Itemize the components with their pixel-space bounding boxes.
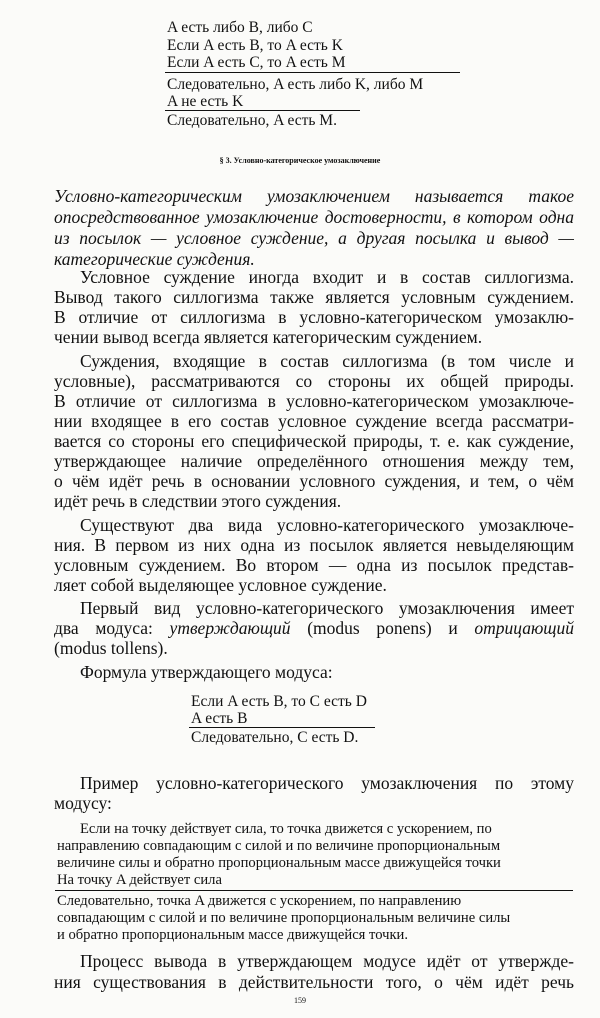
syllogism-line-3: Если A есть C, то A есть M [167, 54, 346, 71]
closing-line-2: ния существования в действительности того, о чём идёт речь [54, 972, 574, 992]
syllogism-line-1: A есть либо B, либо C [167, 19, 313, 36]
para1-line-4: чении вывод всегда является категорическим суждением. [54, 327, 483, 347]
definition-line-1: Условно-категорическим умозаключением называется такое [54, 186, 574, 206]
example-conclusion-line-1: Следовательно, точка A движется с ускорением, по направлению [57, 893, 462, 909]
formula-line-3: Следовательно, C есть D. [191, 729, 359, 746]
page-number: 159 [294, 996, 306, 1005]
syllogism-line-2: Если A есть B, то A есть K [167, 37, 343, 54]
formula-intro: Формула утверждающего модуса: [80, 662, 333, 682]
example-premise2: На точку A действует сила [57, 872, 222, 888]
formula-line-2: A есть B [191, 710, 248, 727]
formula-rule [189, 727, 375, 728]
para3-line-4: ляет собой выделяющее условное суждение. [54, 575, 387, 595]
syllogism-rule-1 [165, 72, 460, 73]
example-premise1-line-3: величине силы и обратно пропорциональным массе движущейся точки [57, 855, 501, 871]
para3-line-3: условным суждением. Во втором — одна из посылок представ- [54, 555, 574, 575]
example-conclusion-line-3: и обратно пропорциональным массе движущейся точки. [57, 927, 409, 943]
para2-line-6: утверждающее наличие определённого отношения между тем, [54, 451, 574, 471]
syllogism-line-4: Следовательно, A есть либо K, либо M [167, 76, 424, 93]
para2-line-7: о чём идёт речь в основании условного суждения, и тем, о чём [54, 471, 574, 491]
para2-line-1: Суждения, входящие в состав силлогизма (в том числе и [80, 351, 574, 371]
para2-line-5: вается со стороны его специфической природы, т. е. как суждение, [54, 431, 574, 451]
para3-line-1: Существуют два вида условно-категорического умозаключе- [80, 515, 574, 535]
example-premise1-line-1: Если на точку действует сила, то точка движется с ускорением, по [80, 821, 492, 837]
para1-line-1: Условное суждение иногда входит и в состав силлогизма. [80, 267, 574, 287]
syllogism-line-5: A не есть K [167, 93, 244, 110]
definition-line-4: категорические суждения. [54, 249, 255, 269]
para4-text-c: (modus ponens) и [290, 618, 475, 638]
para2-line-3: В отличие от силлогизма в условно-категорическом умозаключе- [54, 391, 574, 411]
para3-line-2: ния. В первом из них одна из посылок является невыделяющим [54, 535, 574, 555]
para2-line-8: идёт речь в следствии этого суждения. [54, 491, 342, 511]
para4-text-a: два модуса: [54, 618, 170, 638]
para2-line-4: нии входящее в его состав условное суждение всегда рассматри- [54, 411, 574, 431]
definition-line-2: опосредствованное умозаключение достоверности, в котором одна [54, 207, 574, 227]
syllogism-rule-2 [165, 110, 360, 111]
example-intro-line-2: модусу: [54, 793, 112, 813]
para2-line-2: условные), рассматриваются со стороны их общей природы. [54, 371, 574, 391]
section-heading: § 3. Условно-категорическое умозаключение [219, 156, 381, 165]
example-premise1-line-2: направлению совпадающим с силой и по величине пропорциональным [57, 838, 501, 854]
closing-line-1: Процесс вывода в утверждающем модусе идёт от утвержде- [80, 951, 574, 971]
modus-ponens-term: утверждающий [169, 618, 291, 638]
syllogism-line-6: Следовательно, A есть M. [167, 112, 337, 129]
para1-line-2: Вывод такого силлогизма также является условным суждением. [54, 287, 574, 307]
para4-line-1: Первый вид условно-категорического умозаключения имеет [80, 598, 574, 618]
modus-tollens-term: отрицающий [474, 618, 574, 638]
definition-line-3: из посылок — условное суждение, а другая посылка и вывод — [54, 228, 574, 248]
para4-line-3: (modus tollens). [54, 638, 168, 658]
example-rule [55, 890, 573, 891]
example-intro-line-1: Пример условно-категорического умозаключения по этому [80, 773, 574, 793]
para4-line-2 [54, 620, 574, 638]
para1-line-3: В отличие от силлогизма в условно-категорическом умозаклю- [54, 307, 574, 327]
formula-line-1: Если A есть B, то C есть D [191, 693, 367, 710]
example-conclusion-line-2: совпадающим с силой и по величине пропорциональным величине силы [57, 910, 511, 926]
